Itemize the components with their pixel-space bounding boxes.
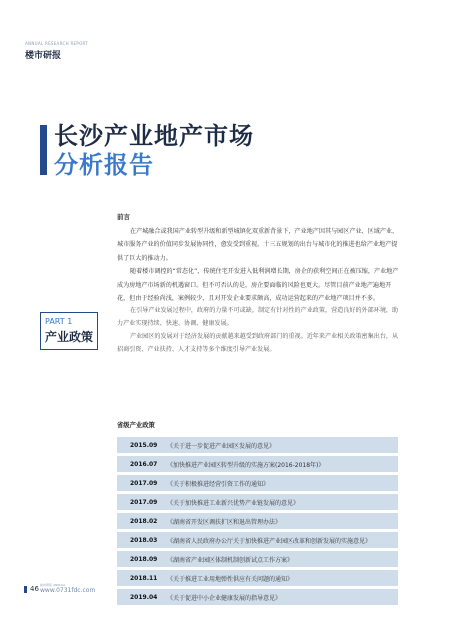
header-section: 楼市研报 <box>25 51 62 61</box>
table-row <box>117 456 398 472</box>
preface-paragraph: 在产城融合或我国产业转型升级和新型城镇化双重新背景下，产业地产因其与园区产业、区域产业、城市服务产业的价值同步发展协同性，愈发受到重视。十三五规划的出台与城市化的推进也给产业地产提供了巨大的推动力。 <box>117 227 399 262</box>
footer-url[interactable]: www.0731fdc.com <box>40 587 96 594</box>
row-document: 《关于促进中小企业健康发展的指导意见》 <box>167 594 282 602</box>
policy-table <box>117 419 398 608</box>
preface-heading: 前言 <box>117 213 130 221</box>
row-document: 《湖南省人民政府办公厅关于加快推进产业园区改革和创新发展的实施意见》 <box>167 537 372 545</box>
table-row <box>117 494 398 510</box>
row-date: 2017.09 <box>130 498 158 506</box>
row-document: 《关于推进工业用地弹性供应有关问题的通知》 <box>167 575 294 583</box>
page-number: 46 <box>30 585 39 593</box>
table-row <box>117 551 398 567</box>
row-date: 2017.09 <box>130 479 158 487</box>
table-row <box>117 570 398 586</box>
page-title: 长沙产业地产市场 <box>54 122 254 150</box>
part-number: PART 1 <box>45 317 73 326</box>
preface-paragraph: 随着楼市调控的“常态化”，传统住宅开发进入低利润增长期，房企的获利空间正在被压缩，产业地产成为房地产市场新的机遇窗口。但不可否认的是，房企要面临的风险也更大。尽管目前产业地产遍地开花，但由于经验尚浅，案例较少，且对开发企业要求颇高，成功运营起来的产业地产项目并不多。 <box>117 268 399 302</box>
header-small-text: ANNUAL RESEARCH REPORT <box>25 41 89 46</box>
part-label-box <box>40 312 98 350</box>
row-date: 2015.09 <box>130 441 158 449</box>
footer-accent-bar <box>24 586 27 593</box>
title-accent-bar <box>40 125 47 175</box>
part-paragraph: 在引导产业发展过程中，政府的力量不可或缺。制定有针对性的产业政策，营造良好的外部环境，助力产业实现持续、快速、协调、健康发展。 <box>117 307 399 327</box>
policy-table-title: 省级产业政策 <box>117 422 155 429</box>
part-body <box>117 304 400 356</box>
row-document: 《加快推进产业园区转型升级的实施方案(2016-2018年)》 <box>167 461 325 469</box>
table-row <box>117 437 398 453</box>
row-date: 2018.09 <box>130 555 158 563</box>
row-document: 《关于进一步促进产业园区发展的意见》 <box>167 442 276 450</box>
table-row <box>117 589 398 605</box>
row-document: 《湖南省开发区调扶扩区和退出管理办法》 <box>167 518 282 526</box>
row-date: 2018.11 <box>130 574 158 582</box>
row-date: 2019.04 <box>130 593 158 601</box>
table-row <box>117 475 398 491</box>
page-subtitle: 分析报告 <box>54 151 154 179</box>
row-document: 《关于积极推进经营引资工作的通知》 <box>167 480 270 488</box>
part-paragraph: 产业园区的发展对于经济发展的贡献越来越受到政府部门的重视。近年来产业相关政策密集出台，从招商引资、产业扶持、人才支持等多个维度引导产业发展。 <box>117 333 399 353</box>
row-document: 《湖南省产业园区体制机制创新试点工作方案》 <box>167 556 294 564</box>
preface-section <box>117 211 400 306</box>
row-document: 《关于加快推进工业新兴优势产业链发展的意见》 <box>167 499 300 507</box>
part-title: 产业政策 <box>45 330 94 344</box>
row-date: 2018.02 <box>130 517 158 525</box>
row-date: 2018.03 <box>130 536 158 544</box>
footer-small-text: 楼市研报 ANNUAL <box>40 583 66 587</box>
table-row <box>117 532 398 548</box>
row-date: 2016.07 <box>130 460 158 468</box>
table-row <box>117 513 398 529</box>
